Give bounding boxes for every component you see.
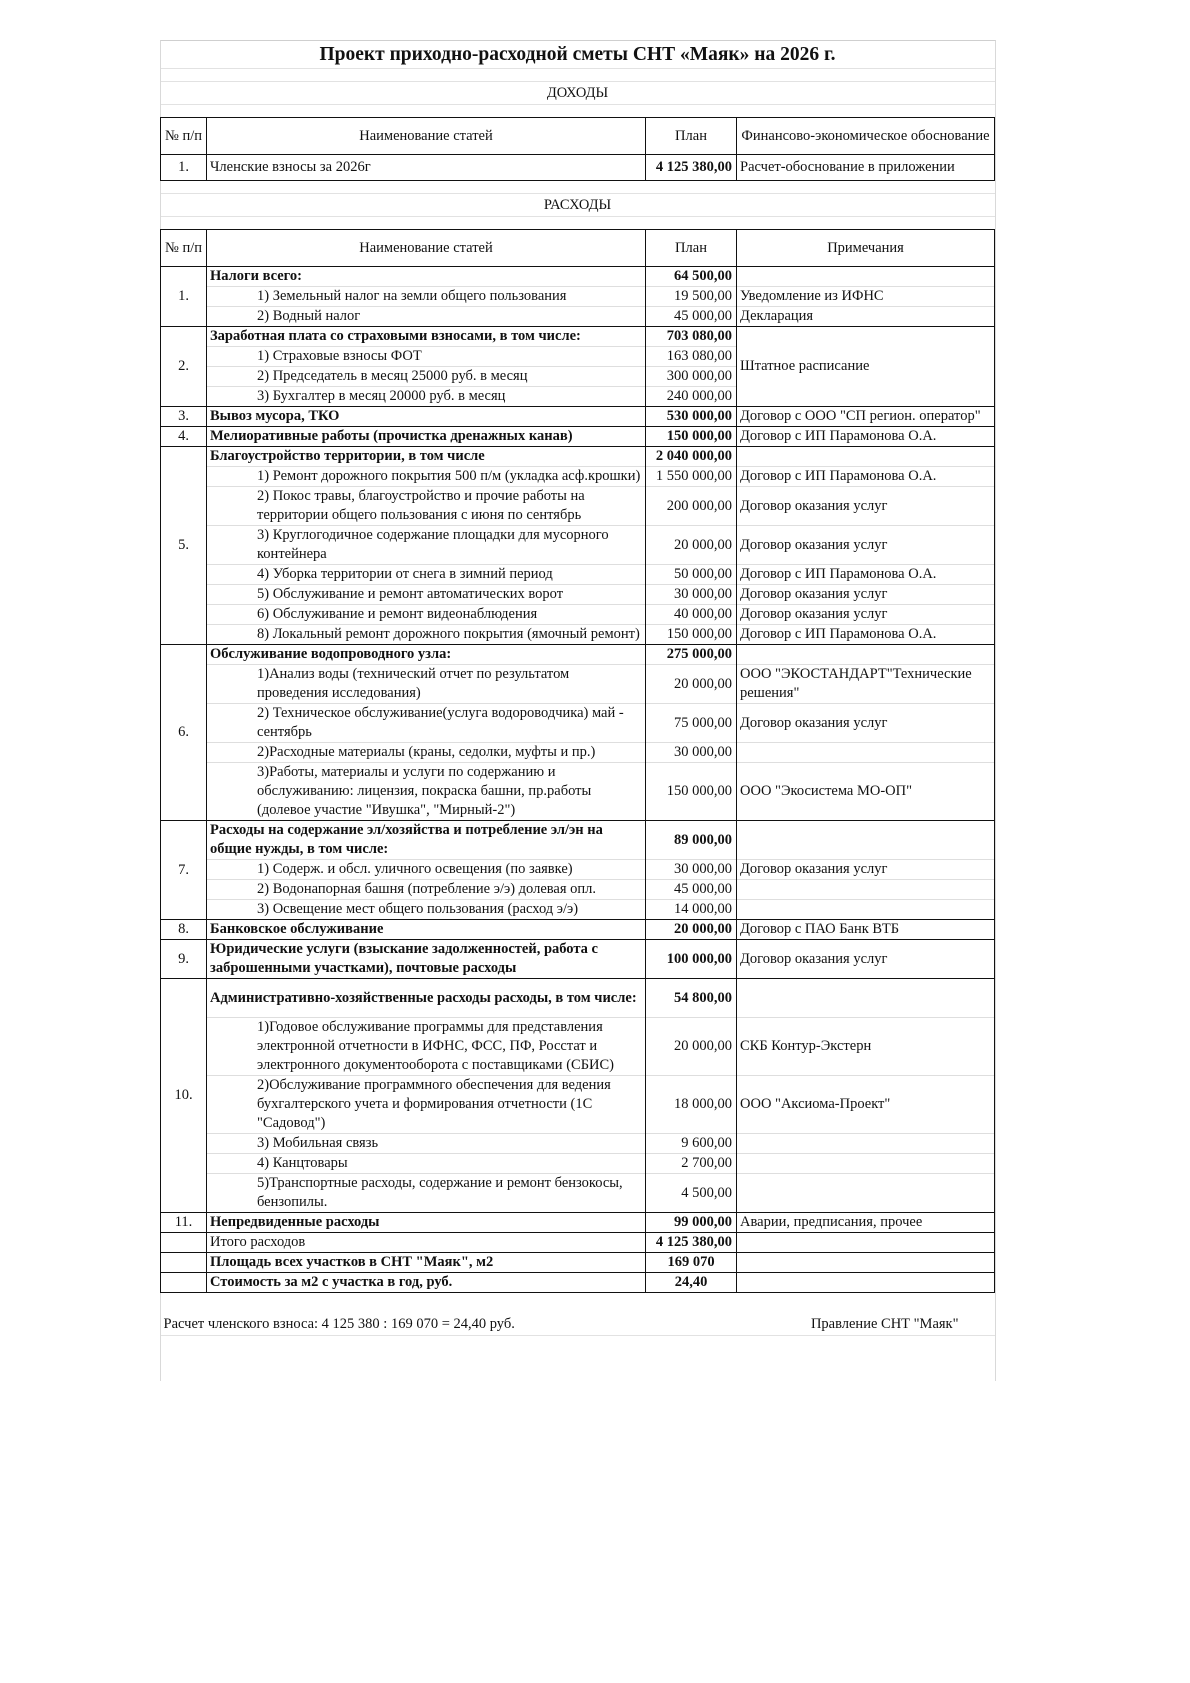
item-plan: 30 000,00 <box>646 585 737 605</box>
expense-row <box>161 625 995 645</box>
item-note <box>737 880 995 900</box>
item-name: 1) Страховые взносы ФОТ <box>207 347 646 367</box>
income-row <box>161 155 995 181</box>
col-header-plan: План <box>646 230 737 267</box>
item-note: Договор с ИП Парамонова О.А. <box>737 427 995 447</box>
total-note-cell <box>737 1253 995 1273</box>
expenses-section-label: РАСХОДЫ <box>161 194 995 217</box>
item-note <box>737 645 995 665</box>
item-name: 3)Работы, материалы и услуги по содержанию и обслуживанию: лицензия, покраска башни, пр.работы (долевое участие "Ивушка", "Мирный-2") <box>207 763 646 821</box>
item-name: 3) Мобильная связь <box>207 1134 646 1154</box>
item-plan: 2 700,00 <box>646 1154 737 1174</box>
item-plan: 163 080,00 <box>646 347 737 367</box>
item-name: 2)Обслуживание программного обеспечения для ведения бухгалтерского учета и формирования отчетности (1С "Садовод") <box>207 1076 646 1134</box>
item-name: 1) Содерж. и обсл. уличного освещения (по заявке) <box>207 860 646 880</box>
item-name: Административно-хозяйственные расходы расходы, в том числе: <box>207 979 646 1018</box>
item-plan: 100 000,00 <box>646 940 737 979</box>
item-plan: 703 080,00 <box>646 327 737 347</box>
expense-row <box>161 1134 995 1154</box>
expense-row <box>161 900 995 920</box>
page-title: Проект приходно-расходной сметы СНТ «Маяк» на 2026 г. <box>319 43 836 65</box>
item-plan: 54 800,00 <box>646 979 737 1018</box>
item-note: Договор с ИП Парамонова О.А. <box>737 565 995 585</box>
total-label: Стоимость за м2 с участка в год, руб. <box>207 1273 646 1293</box>
expense-row <box>161 407 995 427</box>
item-note <box>737 821 995 860</box>
expense-row <box>161 467 995 487</box>
item-plan: 99 000,00 <box>646 1213 737 1233</box>
item-plan: 45 000,00 <box>646 880 737 900</box>
item-name: 1) Ремонт дорожного покрытия 500 п/м (укладка асф.крошки) <box>207 467 646 487</box>
item-plan: 64 500,00 <box>646 267 737 287</box>
group-num: 8. <box>161 920 207 940</box>
item-plan: 9 600,00 <box>646 1134 737 1154</box>
item-name: 2) Председатель в месяц 25000 руб. в месяц <box>207 367 646 387</box>
item-note: Договор оказания услуг <box>737 487 995 526</box>
item-note: Договор с ООО "СП регион. оператор" <box>737 407 995 427</box>
total-num-cell <box>161 1273 207 1293</box>
item-note: Уведомление из ИФНС <box>737 287 995 307</box>
item-name: 1)Годовое обслуживание программы для представления электронной отчетности в ИФНС, ФСС, ПФ, Росстат и электронного документооборота с поставщиками (СБИС) <box>207 1018 646 1076</box>
item-note <box>737 743 995 763</box>
group-num: 9. <box>161 940 207 979</box>
item-plan: 150 000,00 <box>646 763 737 821</box>
income-header-row <box>161 118 995 155</box>
item-note: Договор оказания услуг <box>737 526 995 565</box>
item-name: 5) Обслуживание и ремонт автоматических ворот <box>207 585 646 605</box>
budget-sheet <box>160 40 994 1346</box>
item-plan: 20 000,00 <box>646 526 737 565</box>
item-note <box>737 900 995 920</box>
item-plan: 300 000,00 <box>646 367 737 387</box>
item-name: Юридические услуги (взыскание задолженностей, работа с заброшенными участками), почтовые расходы <box>207 940 646 979</box>
total-note-cell <box>737 1233 995 1253</box>
item-note: ООО "ЭКОСТАНДАРТ"Технические решения" <box>737 665 995 704</box>
col-header-justification: Финансово-экономическое обоснование <box>737 118 995 155</box>
expense-row <box>161 447 995 467</box>
item-plan: 75 000,00 <box>646 704 737 743</box>
group-num: 7. <box>161 821 207 920</box>
col-header-name: Наименование статей <box>207 230 646 267</box>
item-name: Благоустройство территории, в том числе <box>207 447 646 467</box>
expense-row <box>161 920 995 940</box>
item-name: 2) Водонапорная башня (потребление э/э) долевая опл. <box>207 880 646 900</box>
item-name: Налоги всего: <box>207 267 646 287</box>
total-num-cell <box>161 1253 207 1273</box>
expense-row <box>161 1154 995 1174</box>
item-note: СКБ Контур-Экстерн <box>737 1018 995 1076</box>
item-plan: 19 500,00 <box>646 287 737 307</box>
expense-row <box>161 487 995 526</box>
item-plan: 150 000,00 <box>646 625 737 645</box>
item-name: 5)Транспортные расходы, содержание и ремонт бензокосы, бензопилы. <box>207 1174 646 1213</box>
col-header-plan: План <box>646 118 737 155</box>
expense-row <box>161 605 995 625</box>
item-plan: 89 000,00 <box>646 821 737 860</box>
expense-row <box>161 427 995 447</box>
item-note: Договор оказания услуг <box>737 704 995 743</box>
item-plan: 20 000,00 <box>646 920 737 940</box>
item-name: 8) Локальный ремонт дорожного покрытия (ямочный ремонт) <box>207 625 646 645</box>
expense-row <box>161 267 995 287</box>
total-row <box>161 1233 995 1253</box>
item-name: Непредвиденные расходы <box>207 1213 646 1233</box>
group-num: 3. <box>161 407 207 427</box>
col-header-notes: Примечания <box>737 230 995 267</box>
row-num: 1. <box>161 155 207 181</box>
expense-row <box>161 743 995 763</box>
item-note: Договор с ИП Парамонова О.А. <box>737 467 995 487</box>
item-name: Мелиоративные работы (прочистка дренажных канав) <box>207 427 646 447</box>
item-plan: 40 000,00 <box>646 605 737 625</box>
expense-row <box>161 1076 995 1134</box>
item-note: Договор с ИП Парамонова О.А. <box>737 625 995 645</box>
group-num: 6. <box>161 645 207 821</box>
col-header-num: № п/п <box>161 118 207 155</box>
expense-row <box>161 880 995 900</box>
expense-row <box>161 565 995 585</box>
footer-row <box>161 1313 995 1336</box>
expense-row <box>161 307 995 327</box>
group-num: 2. <box>161 327 207 407</box>
item-name: 3) Бухгалтер в месяц 20000 руб. в месяц <box>207 387 646 407</box>
item-note: Договор оказания услуг <box>737 605 995 625</box>
total-note-cell <box>737 1273 995 1293</box>
item-plan: 240 000,00 <box>646 387 737 407</box>
total-label: Итого расходов <box>207 1233 646 1253</box>
group-num: 4. <box>161 427 207 447</box>
item-plan: 14 000,00 <box>646 900 737 920</box>
item-name: 4) Канцтовары <box>207 1154 646 1174</box>
group-num: 11. <box>161 1213 207 1233</box>
expense-row <box>161 979 995 1018</box>
expense-row <box>161 1174 995 1213</box>
item-plan: 30 000,00 <box>646 743 737 763</box>
item-note <box>737 267 995 287</box>
item-note: Штатное расписание <box>737 327 995 407</box>
expenses-header-row <box>161 230 995 267</box>
item-name: Обслуживание водопроводного узла: <box>207 645 646 665</box>
expense-row <box>161 763 995 821</box>
item-name: Вывоз мусора, ТКО <box>207 407 646 427</box>
item-name: 3) Освещение мест общего пользования (расход э/э) <box>207 900 646 920</box>
expense-row <box>161 645 995 665</box>
item-name: 3) Круглогодичное содержание площадки для мусорного контейнера <box>207 526 646 565</box>
item-plan: 20 000,00 <box>646 1018 737 1076</box>
total-row <box>161 1273 995 1293</box>
item-note <box>737 1134 995 1154</box>
expense-row <box>161 327 995 347</box>
col-header-name: Наименование статей <box>207 118 646 155</box>
expense-row <box>161 1018 995 1076</box>
item-name: 2) Водный налог <box>207 307 646 327</box>
item-plan: 4 500,00 <box>646 1174 737 1213</box>
item-name: 4) Уборка территории от снега в зимний период <box>207 565 646 585</box>
item-name: 1) Земельный налог на земли общего пользования <box>207 287 646 307</box>
row-name: Членские взносы за 2026г <box>207 155 646 181</box>
item-plan: 2 040 000,00 <box>646 447 737 467</box>
col-header-num: № п/п <box>161 230 207 267</box>
expense-row <box>161 821 995 860</box>
item-plan: 20 000,00 <box>646 665 737 704</box>
expense-row <box>161 585 995 605</box>
group-num: 5. <box>161 447 207 645</box>
total-value: 24,40 <box>646 1273 737 1293</box>
item-name: Банковское обслуживание <box>207 920 646 940</box>
item-note: Договор оказания услуг <box>737 860 995 880</box>
item-name: 2) Техническое обслуживание(услуга водороводчика) май - сентябрь <box>207 704 646 743</box>
expense-row <box>161 704 995 743</box>
row-plan: 4 125 380,00 <box>646 155 737 181</box>
expense-row <box>161 1213 995 1233</box>
item-note: Декларация <box>737 307 995 327</box>
item-note <box>737 447 995 467</box>
item-note: Договор оказания услуг <box>737 585 995 605</box>
item-plan: 530 000,00 <box>646 407 737 427</box>
item-plan: 45 000,00 <box>646 307 737 327</box>
item-note: ООО "Экосистема МО-ОП" <box>737 763 995 821</box>
total-row <box>161 1253 995 1273</box>
item-name: 1)Анализ воды (технический отчет по результатом проведения исследования) <box>207 665 646 704</box>
expense-row <box>161 287 995 307</box>
row-note: Расчет-обоснование в приложении <box>737 155 995 181</box>
item-plan: 200 000,00 <box>646 487 737 526</box>
item-name: Расходы на содержание эл/хозяйства и потребление эл/эн на общие нужды, в том числе: <box>207 821 646 860</box>
expense-row <box>161 940 995 979</box>
membership-fee-calc: Расчет членского взноса: 4 125 380 : 169 070 = 24,40 руб. <box>163 1315 515 1332</box>
item-plan: 50 000,00 <box>646 565 737 585</box>
item-note <box>737 1154 995 1174</box>
item-name: Заработная плата со страховыми взносами, в том числе: <box>207 327 646 347</box>
item-note: Аварии, предписания, прочее <box>737 1213 995 1233</box>
income-section-label: ДОХОДЫ <box>161 82 995 105</box>
item-plan: 150 000,00 <box>646 427 737 447</box>
item-name: 6) Обслуживание и ремонт видеонаблюдения <box>207 605 646 625</box>
item-plan: 18 000,00 <box>646 1076 737 1134</box>
item-plan: 275 000,00 <box>646 645 737 665</box>
total-value: 4 125 380,00 <box>646 1233 737 1253</box>
item-plan: 1 550 000,00 <box>646 467 737 487</box>
group-num: 10. <box>161 979 207 1213</box>
group-num: 1. <box>161 267 207 327</box>
expense-row <box>161 665 995 704</box>
item-name: 2) Покос травы, благоустройство и прочие работы на территории общего пользования с июня по сентябрь <box>207 487 646 526</box>
item-note <box>737 1174 995 1213</box>
budget-table <box>160 40 995 1346</box>
board-signature: Правление СНТ "Маяк" <box>810 1315 959 1332</box>
total-label: Площадь всех участков в СНТ "Маяк", м2 <box>207 1253 646 1273</box>
item-note: ООО "Аксиома-Проект" <box>737 1076 995 1134</box>
item-note: Договор с ПАО Банк ВТБ <box>737 920 995 940</box>
item-name: 2)Расходные материалы (краны, седолки, муфты и пр.) <box>207 743 646 763</box>
total-value: 169 070 <box>646 1253 737 1273</box>
item-note <box>737 979 995 1018</box>
expense-row <box>161 860 995 880</box>
expense-row <box>161 526 995 565</box>
total-num-cell <box>161 1233 207 1253</box>
item-plan: 30 000,00 <box>646 860 737 880</box>
item-note: Договор оказания услуг <box>737 940 995 979</box>
